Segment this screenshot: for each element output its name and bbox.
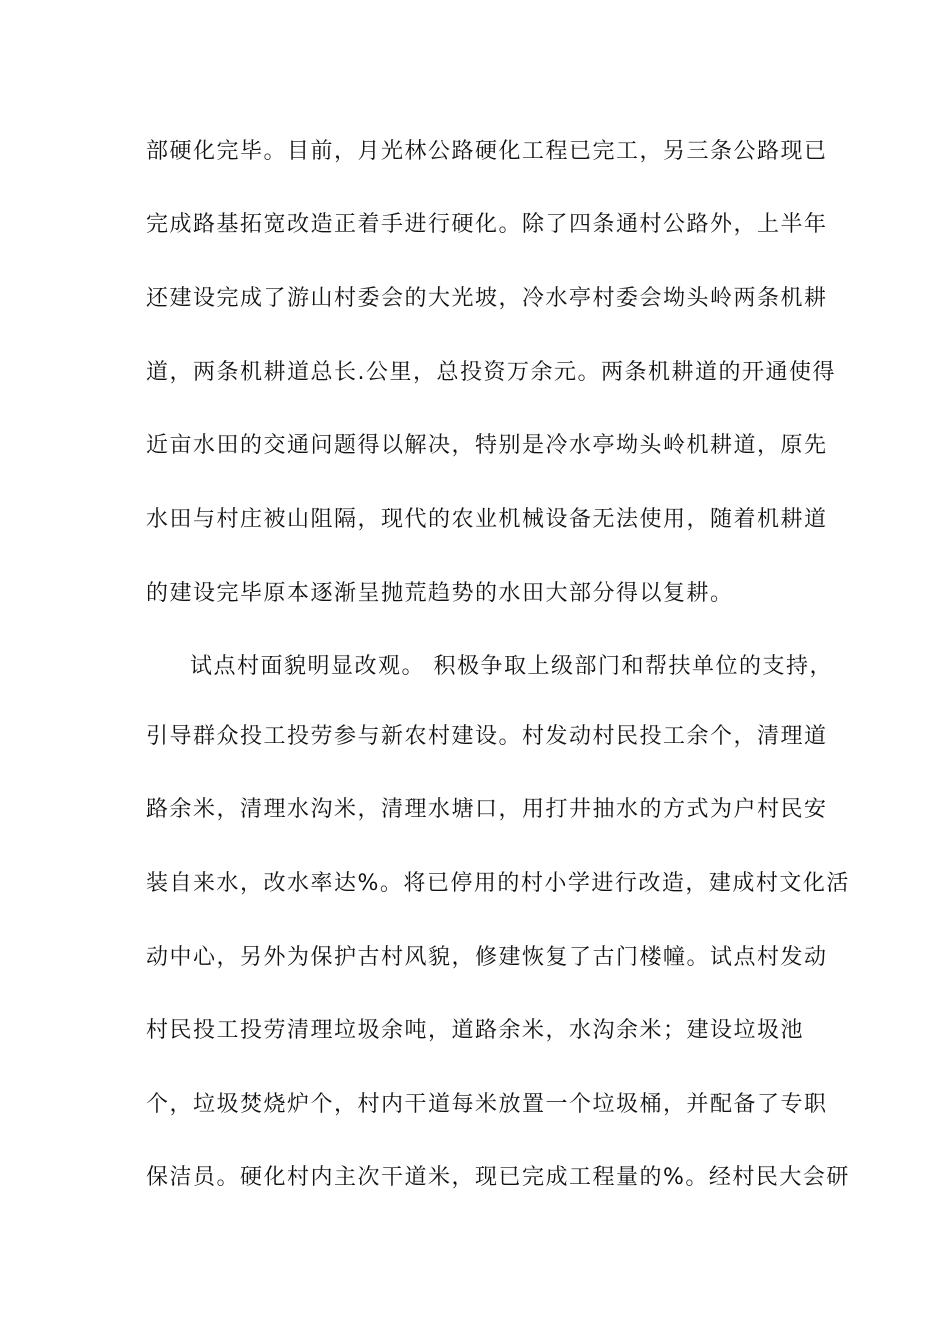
text-line: 装自来水，改水率达%。将已停用的村小学进行改造，建成村文化活	[146, 871, 850, 896]
text-line: 道，两条机耕道总长.公里，总投资万余元。两条机耕道的开通使得	[146, 360, 836, 385]
text-line: 引导群众投工投劳参与新农村建设。村发动村民投工余个，清理道	[146, 724, 828, 749]
text-line: 近亩水田的交通问题得以解决，特别是冷水亭坳头岭机耕道，原先	[146, 433, 828, 458]
text-line: 还建设完成了游山村委会的大光坡，冷水亭村委会坳头岭两条机耕	[146, 286, 828, 311]
text-line: 村民投工投劳清理垃圾余吨，道路余米，水沟余米；建设垃圾池	[146, 1018, 805, 1043]
text-line: 部硬化完毕。目前，月光林公路硬化工程已完工，另三条公路现已	[146, 139, 828, 164]
text-line: 保洁员。硬化村内主次干道米，现已完成工程量的%。经村民大会研	[146, 1165, 850, 1190]
text-line: 个，垃圾焚烧炉个，村内干道每米放置一个垃圾桶，并配备了专职	[146, 1092, 828, 1117]
text-line: 路余米，清理水沟米，清理水塘口，用打井抽水的方式为户村民安	[146, 797, 828, 822]
paragraph-start-line: 试点村面貌明显改观。 积极争取上级部门和帮扶单位的支持，	[190, 654, 833, 679]
text-line: 水田与村庄被山阻隔，现代的农业机械设备无法使用，随着机耕道	[146, 507, 828, 532]
text-line: 完成路基拓宽改造正着手进行硬化。除了四条通村公路外，上半年	[146, 212, 828, 237]
text-line: 的建设完毕原本逐渐呈抛荒趋势的水田大部分得以复耕。	[146, 581, 734, 606]
text-line: 动中心，另外为保护古村风貌，修建恢复了古门楼幢。试点村发动	[146, 945, 828, 970]
